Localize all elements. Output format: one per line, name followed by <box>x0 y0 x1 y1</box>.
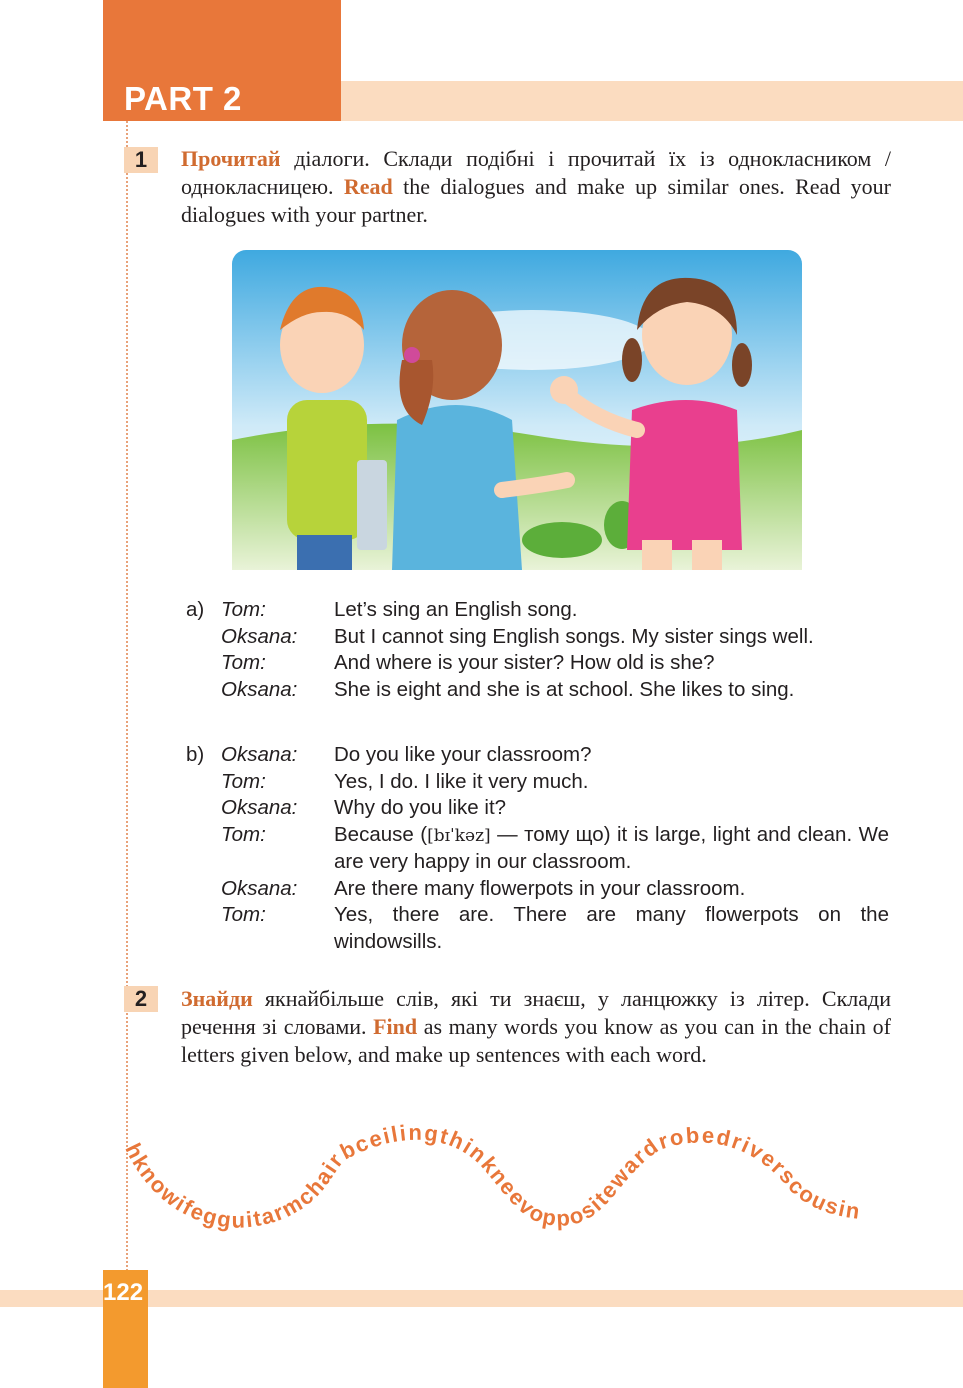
dialogue-label: b) <box>186 743 205 766</box>
exercise-2-instruction <box>181 985 891 1069</box>
dialogue-line <box>186 624 896 651</box>
dialogue-line <box>186 876 896 903</box>
header-strip <box>341 81 963 121</box>
line-text: And where is your sister? How old is she? <box>334 651 715 674</box>
exercise-2-text-en: as many words you know as you can in the chain of letters given below, and make up sentences with each word. <box>181 1014 891 1067</box>
letter-chain-graphic <box>0 1120 963 1260</box>
line-text: Yes, there are. There are many flowerpots on the windowsills. <box>334 903 889 953</box>
dialogue-line <box>186 742 896 769</box>
dialogue-line <box>186 769 896 796</box>
line-text: But I cannot sing English songs. My sister sings well. <box>334 624 814 648</box>
exercise-2-number: 2 <box>124 986 158 1012</box>
line-text: Do you like your classroom? <box>334 743 592 766</box>
letter-chain-text: hknowifegguitarmchairbceilingthinkneevoppositewardrobedriverscousin <box>120 1120 862 1233</box>
dialogue-line <box>186 822 896 876</box>
page-title: PART 2 <box>124 80 242 117</box>
line-text: Let’s sing an English song. <box>334 598 578 621</box>
speaker: Tom: <box>221 598 266 621</box>
page-number: 122 <box>103 1279 144 1306</box>
dialogue-line <box>186 597 896 624</box>
dialogue-line <box>186 650 896 677</box>
speaker: Oksana: <box>221 677 298 701</box>
speaker: Oksana: <box>221 876 298 900</box>
exercise-2-verb-en: Find <box>373 1014 418 1039</box>
speaker: Tom: <box>221 769 266 793</box>
exercise-2-text-ua: якнайбільше слів, які ти знаєш, у ланцюжку із літер. Склади речення зі словами. <box>181 986 891 1039</box>
exercise-2-verb-ua: Знайди <box>181 986 253 1011</box>
line-text: Are there many flowerpots in your classroom. <box>334 876 746 900</box>
exercise-1-text-ua: діалоги. Склади подібні і прочитай їх із однокласником / однокласницею. <box>181 146 891 199</box>
phonetic-transcription: [bɪˈkəz] <box>427 825 491 846</box>
exercise-1-instruction <box>181 145 891 229</box>
dialogue-line <box>186 795 896 822</box>
speaker: Tom: <box>221 651 266 674</box>
exercise-1-verb-ua: Прочитай <box>181 146 281 171</box>
dialogue-a <box>186 597 896 703</box>
exercise-1-number: 1 <box>124 147 158 173</box>
dialogue-b <box>186 742 896 955</box>
speaker: Oksana: <box>221 743 298 766</box>
speaker: Tom: <box>221 822 266 846</box>
line-text: Why do you like it? <box>334 796 507 819</box>
children-talking-illustration <box>232 250 802 570</box>
line-text: Yes, I do. I like it very much. <box>334 769 589 793</box>
speaker: Oksana: <box>221 796 298 819</box>
line-text: Because ([bɪˈkəz] — тому що) it is large, light and clean. We are very happy in our classroom. <box>334 822 889 873</box>
dialogue-line <box>186 677 896 704</box>
margin-dotted-line <box>126 121 128 1271</box>
dialogue-line <box>186 902 896 955</box>
speaker: Tom: <box>221 903 266 926</box>
line-text: She is eight and she is at school. She likes to sing. <box>334 677 795 701</box>
dialogue-label: a) <box>186 598 205 621</box>
speaker: Oksana: <box>221 624 298 648</box>
exercise-1-text-en: the dialogues and make up similar ones. Read your dialogues with your partner. <box>181 174 891 227</box>
exercise-1-verb-en: Read <box>343 174 393 199</box>
